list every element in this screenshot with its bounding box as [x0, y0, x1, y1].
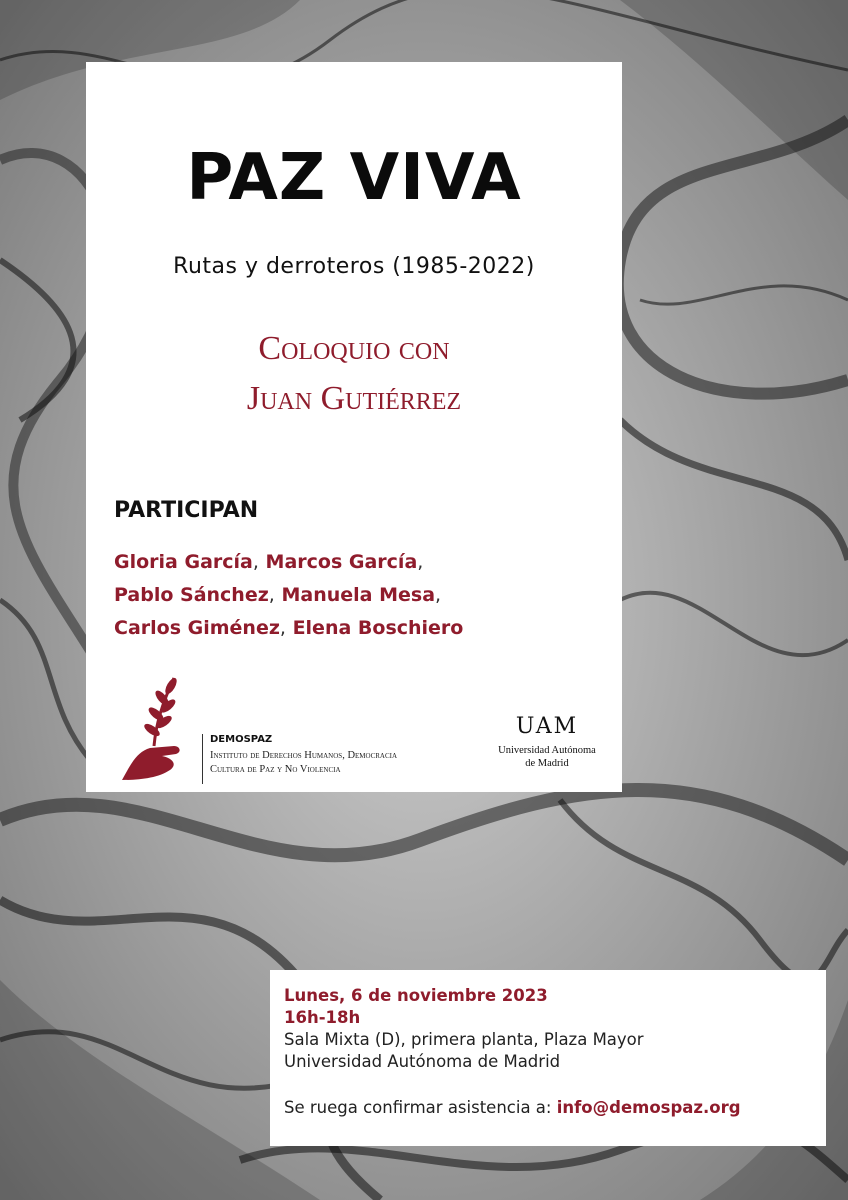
uam-line-2: de Madrid — [525, 758, 569, 769]
demospaz-name: DEMOSPAZ — [210, 734, 273, 745]
coloquio-line-1: Coloquio con — [258, 330, 450, 367]
event-date: Lunes, 6 de noviembre 2023 — [284, 986, 548, 1005]
demospaz-logo — [116, 674, 436, 784]
rsvp-email-link[interactable]: info@demospaz.org — [556, 1098, 741, 1117]
poster-title: PAZ VIVA — [186, 141, 522, 215]
separator: , — [268, 584, 275, 606]
event-institution: Universidad Autónoma de Madrid — [284, 1052, 561, 1071]
participants-list — [114, 546, 463, 645]
logo-divider — [202, 734, 203, 784]
participant-name: Elena Boschiero — [292, 617, 464, 639]
demospaz-line-2: Cultura de Paz y No Violencia — [210, 764, 341, 775]
poster-subtitle: Rutas y derroteros (1985-2022) — [173, 254, 535, 279]
separator: , — [417, 551, 424, 573]
uam-line-1: Universidad Autónoma — [498, 745, 596, 756]
olive-branch-hand-icon — [116, 674, 196, 784]
separator: , — [279, 617, 286, 639]
main-card — [86, 62, 622, 792]
separator: , — [435, 584, 442, 606]
demospaz-line-1: Instituto de Derechos Humanos, Democracia — [210, 750, 398, 761]
event-info-box — [270, 970, 826, 1146]
participan-label: PARTICIPAN — [114, 498, 259, 523]
coloquio-line-2: Juan Gutiérrez — [246, 380, 462, 417]
uam-mark: UAM — [515, 714, 579, 739]
rsvp-line — [284, 1098, 741, 1117]
participant-name: Marcos García — [265, 551, 418, 573]
participant-name: Carlos Giménez — [114, 617, 280, 639]
participant-name: Manuela Mesa — [281, 584, 436, 606]
event-time: 16h-18h — [284, 1008, 361, 1027]
uam-logo — [492, 716, 602, 770]
coloquio-heading — [86, 324, 622, 424]
participant-name: Gloria García — [114, 551, 253, 573]
rsvp-text: Se ruega confirmar asistencia a: — [284, 1098, 552, 1117]
participant-name: Pablo Sánchez — [114, 584, 269, 606]
event-place: Sala Mixta (D), primera planta, Plaza Mayor — [284, 1030, 644, 1049]
separator: , — [252, 551, 259, 573]
